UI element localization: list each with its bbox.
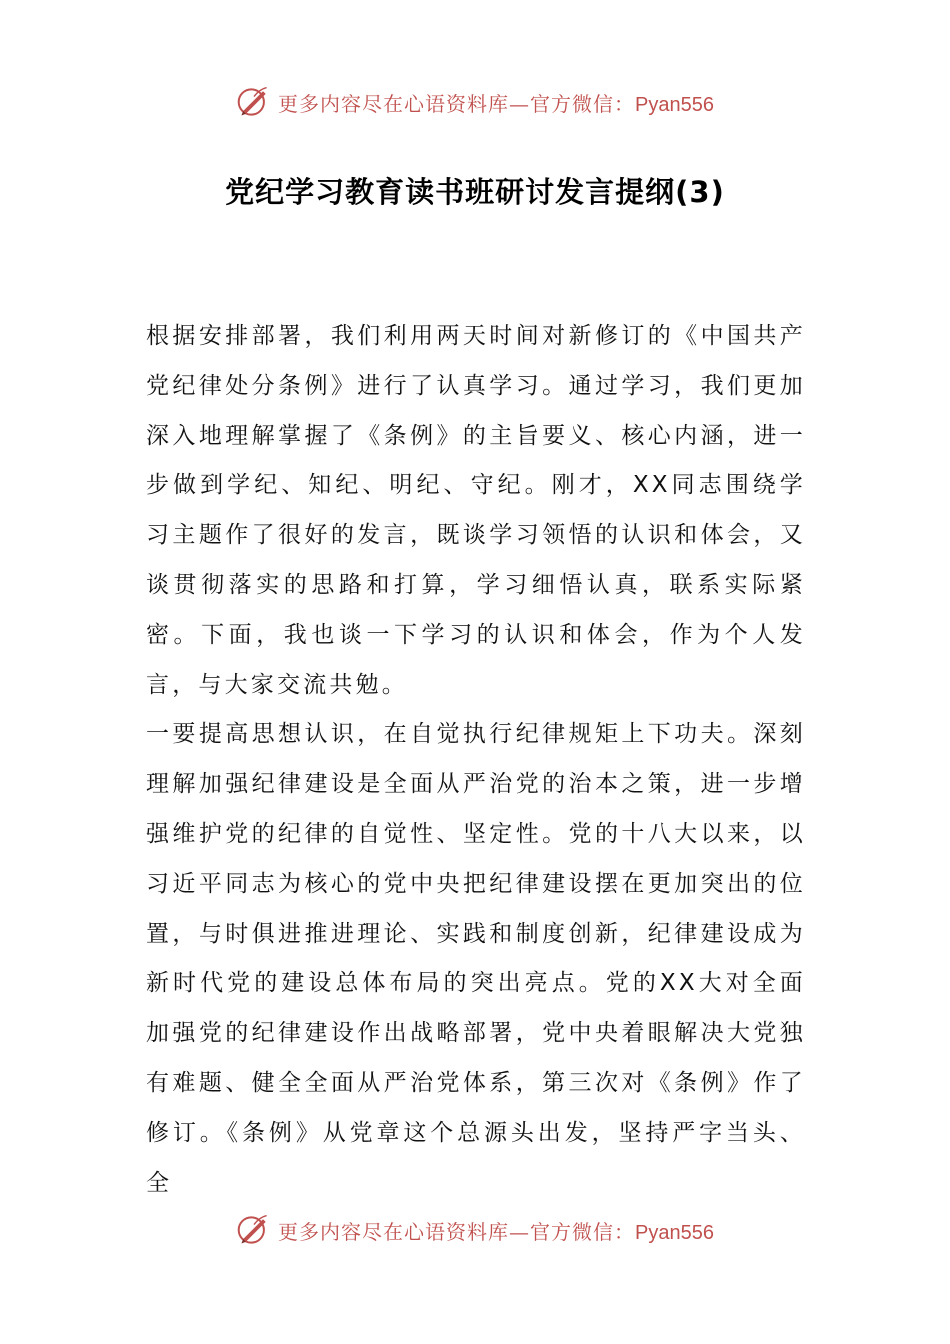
footer-banner xyxy=(0,1210,950,1250)
paragraph-point-one: 一要提高思想认识，在自觉执行纪律规矩上下功夫。深刻理解加强纪律建设是全面从严治党的治本之策，进一步增强维护党的纪律的自觉性、坚定性。党的十八大以来，以习近平同志为核心的党中央把纪律建设摆在更加突出的位置，与时俱进推进理论、实践和制度创新，纪律建设成为新时代党的建设总体布局的突出亮点。党的XX大对全面加强党的纪律建设作出战略部署，党中央着眼解决大党独有难题、健全全面从严治党体系，第三次对《条例》作了修订。《条例》从党章这个总源头出发，坚持严字当头、全 xyxy=(146,721,806,1196)
footer-wechat-id: Pyan556 xyxy=(635,1221,714,1244)
pen-logo-icon xyxy=(236,1212,272,1248)
pen-logo-icon xyxy=(236,84,272,120)
paragraph-intro: 根据安排部署，我们利用两天时间对新修订的《中国共产党纪律处分条例》进行了认真学习。通过学习，我们更加深入地理解掌握了《条例》的主旨要义、核心内涵，进一步做到学纪、知纪、明纪、守纪。刚才，XX同志围绕学习主题作了很好的发言，既谈学习领悟的认识和体会，又谈贯彻落实的思路和打算，学习细悟认真，联系实际紧密。下面，我也谈一下学习的认识和体会，作为个人发言，与大家交流共勉。 xyxy=(146,323,806,698)
header-banner xyxy=(0,82,950,122)
document-body xyxy=(146,312,806,1208)
footer-banner-text: 更多内容尽在心语资料库—官方微信：Pyan556 xyxy=(278,1219,714,1244)
header-banner-text: 更多内容尽在心语资料库—官方微信：Pyan556 xyxy=(278,91,714,116)
header-wechat-id: Pyan556 xyxy=(635,93,714,116)
document-title: 党纪学习教育读书班研讨发言提纲(3) xyxy=(225,175,725,209)
